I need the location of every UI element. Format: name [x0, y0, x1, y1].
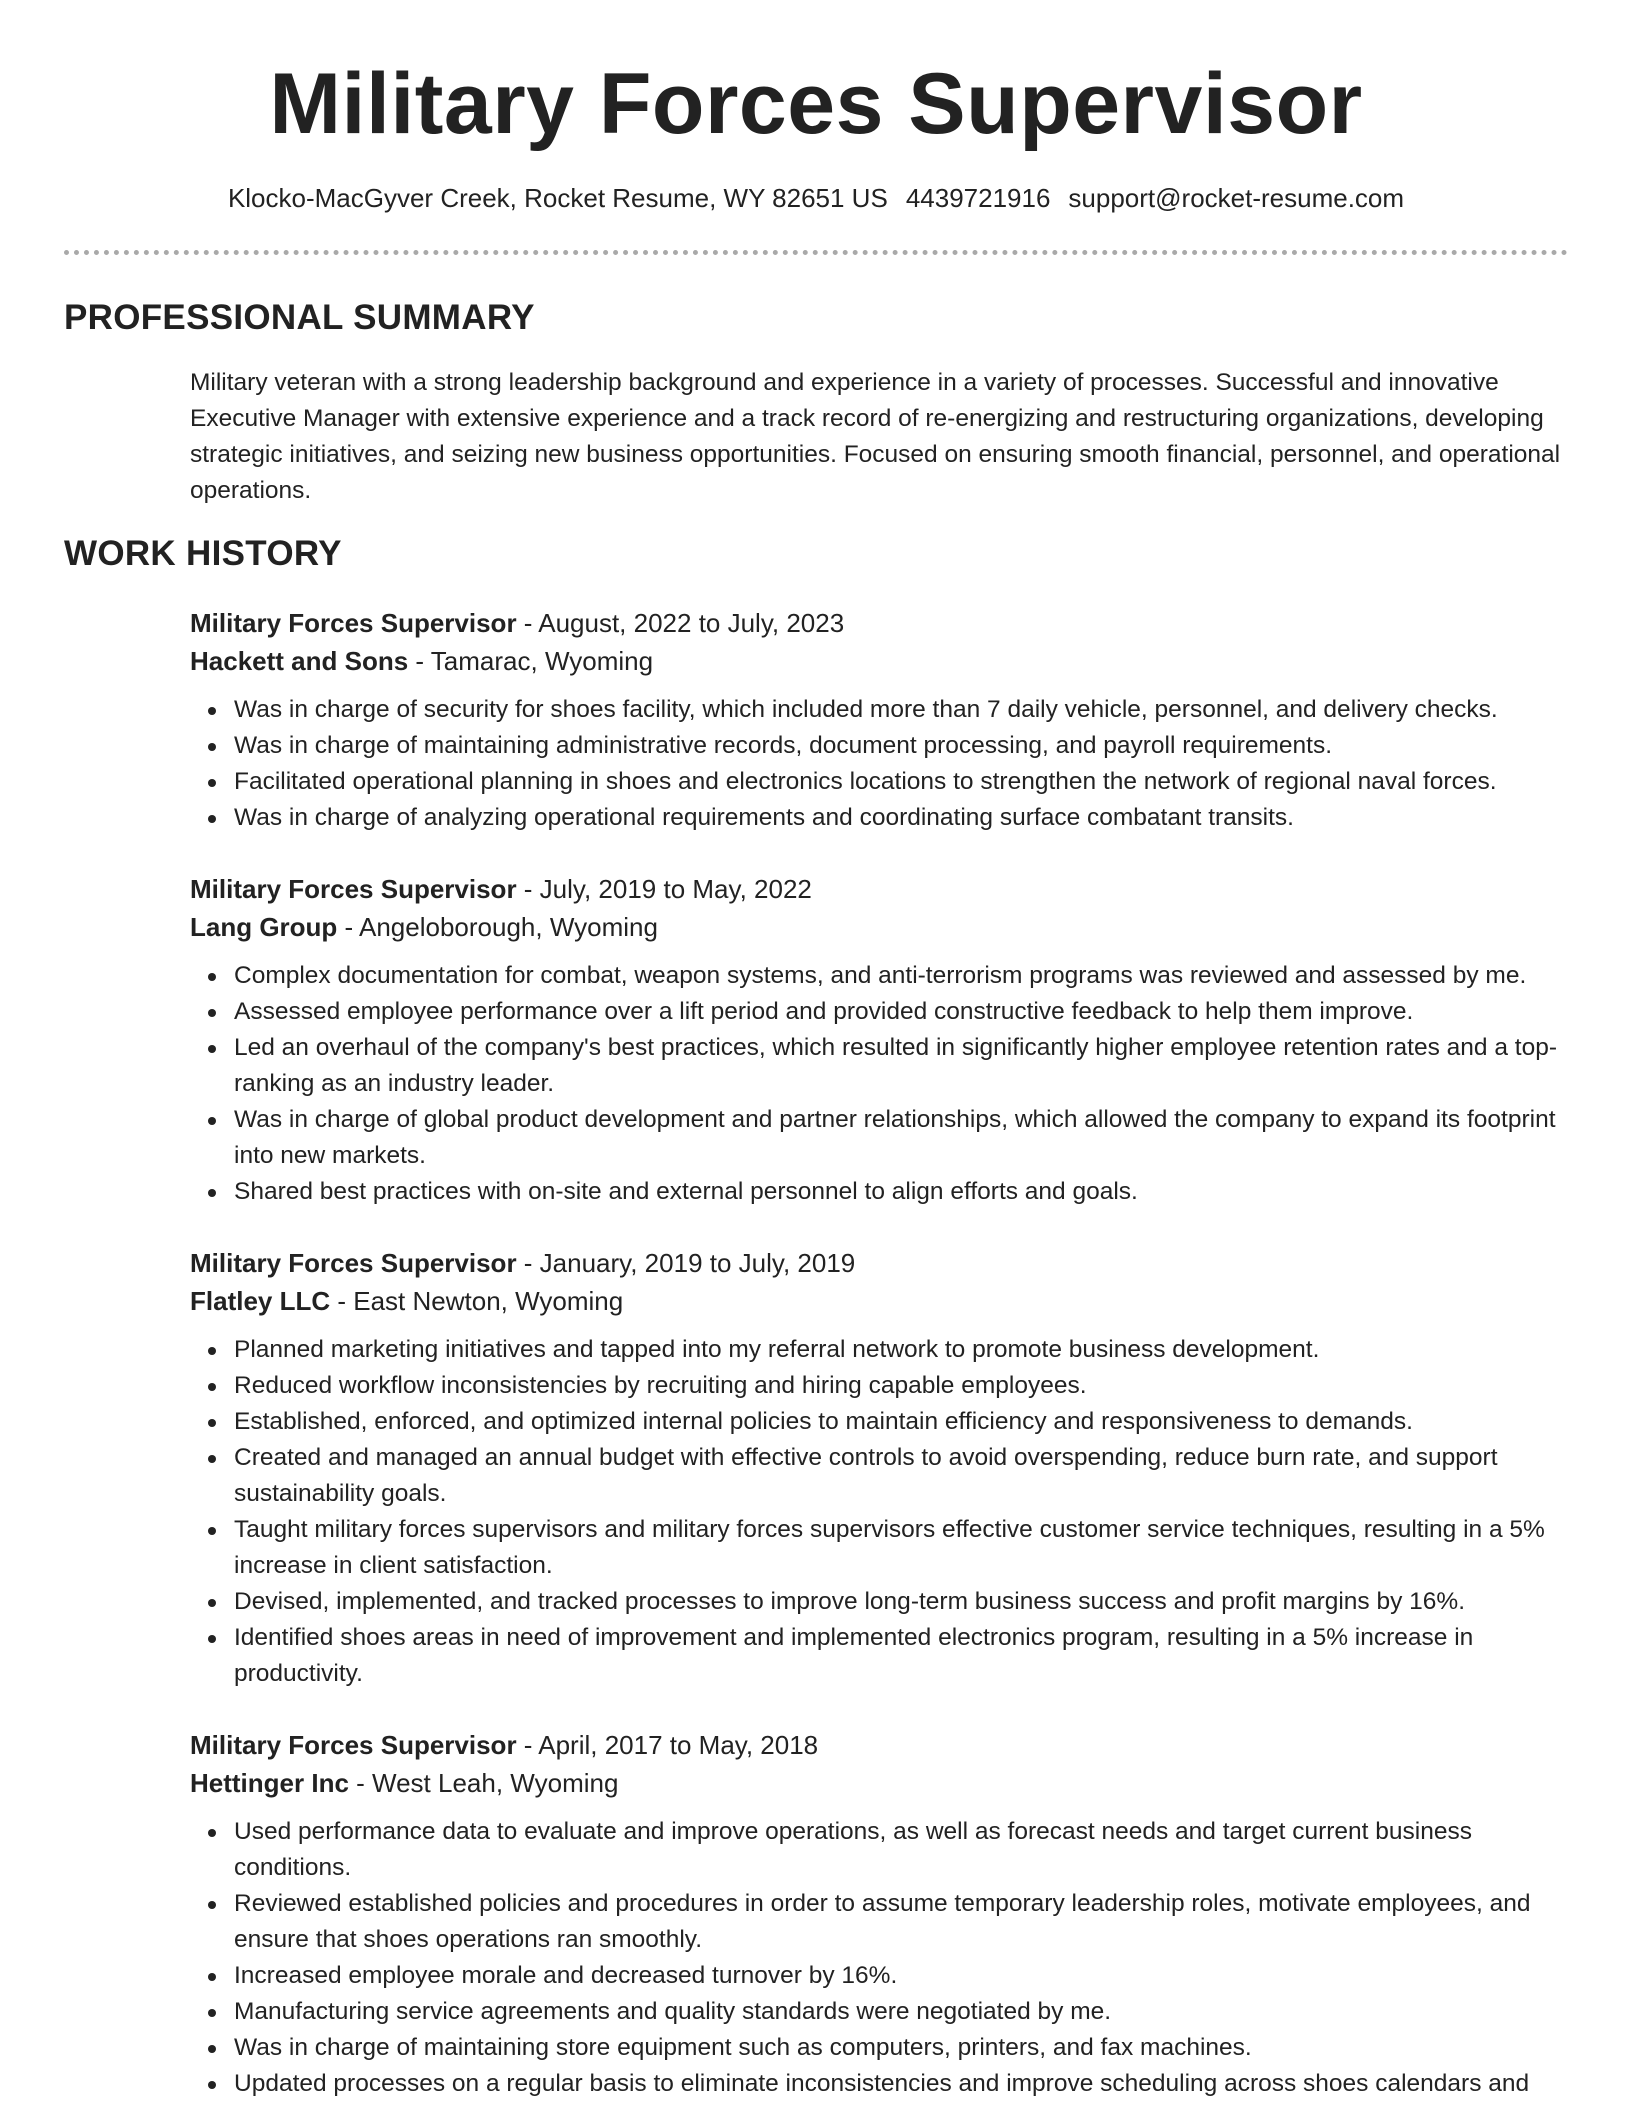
bullet-item: Was in charge of maintaining administrative records, document processing, and payroll requirements. — [234, 728, 1570, 764]
job-company-line — [190, 1282, 1570, 1320]
job-location: - Angeloborough, Wyoming — [337, 912, 658, 942]
job-entry — [190, 604, 1570, 836]
job-title-line — [190, 870, 1570, 908]
job-dates: - July, 2019 to May, 2022 — [516, 874, 812, 904]
contact-address: Klocko-MacGyver Creek, Rocket Resume, WY 82651 US — [227, 183, 888, 213]
job-entry — [190, 1726, 1570, 2102]
job-company: Flatley LLC — [190, 1286, 331, 1316]
work-history-list — [190, 604, 1570, 2112]
bullet-item: Updated processes on a regular basis to eliminate inconsistencies and improve scheduling across shoes calendars and — [234, 2066, 1570, 2102]
bullet-item: Devised, implemented, and tracked processes to improve long-term business success and profit margins by 16%. — [234, 1584, 1570, 1620]
job-bullets — [190, 1332, 1570, 1692]
contact-line — [0, 180, 1632, 216]
job-location: - Tamarac, Wyoming — [408, 646, 654, 676]
job-dates: - April, 2017 to May, 2018 — [516, 1730, 819, 1760]
job-role: Military Forces Supervisor — [190, 1730, 517, 1760]
job-company-line — [190, 1764, 1570, 1802]
job-entry — [190, 870, 1570, 1210]
bullet-item: Was in charge of global product development and partner relationships, which allowed the company to expand its footprint into new markets. — [234, 1102, 1570, 1174]
bullet-item: Planned marketing initiatives and tapped into my referral network to promote business development. — [234, 1332, 1570, 1368]
job-company: Lang Group — [190, 912, 338, 942]
bullet-item: Manufacturing service agreements and quality standards were negotiated by me. — [234, 1994, 1570, 2030]
bullet-item: Led an overhaul of the company's best practices, which resulted in significantly higher employee retention rates and a top-ranking as an industry leader. — [234, 1030, 1570, 1102]
work-history-section-title: WORK HISTORY — [64, 534, 342, 573]
summary-section-title: PROFESSIONAL SUMMARY — [64, 298, 535, 337]
bullet-item: Identified shoes areas in need of improvement and implemented electronics program, resulting in a 5% increase in productivity. — [234, 1620, 1570, 1692]
job-company-line — [190, 908, 1570, 946]
bullet-item: Established, enforced, and optimized internal policies to maintain efficiency and responsiveness to demands. — [234, 1404, 1570, 1440]
job-location: - East Newton, Wyoming — [330, 1286, 624, 1316]
job-title-line — [190, 1244, 1570, 1282]
bullet-item: Created and managed an annual budget with effective controls to avoid overspending, reduce burn rate, and support sustainability goals. — [234, 1440, 1570, 1512]
job-dates: - August, 2022 to July, 2023 — [516, 608, 845, 638]
job-role: Military Forces Supervisor — [190, 608, 517, 638]
header-divider — [64, 250, 1568, 255]
bullet-item: Assessed employee performance over a lift period and provided constructive feedback to help them improve. — [234, 994, 1570, 1030]
resume-name-heading: Military Forces Supervisor — [269, 56, 1363, 152]
bullet-item: Shared best practices with on-site and external personnel to align efforts and goals. — [234, 1174, 1570, 1210]
contact-phone: 4439721916 — [905, 183, 1051, 213]
job-role: Military Forces Supervisor — [190, 1248, 517, 1278]
job-title-line — [190, 1726, 1570, 1764]
job-role: Military Forces Supervisor — [190, 874, 517, 904]
bullet-item: Increased employee morale and decreased turnover by 16%. — [234, 1958, 1570, 1994]
bullet-item: Facilitated operational planning in shoes and electronics locations to strengthen the network of regional naval forces. — [234, 764, 1570, 800]
contact-email[interactable]: support@rocket-resume.com — [1068, 183, 1405, 213]
bullet-item: Complex documentation for combat, weapon systems, and anti-terrorism programs was reviewed and assessed by me. — [234, 958, 1570, 994]
bullet-item: Reviewed established policies and procedures in order to assume temporary leadership roles, motivate employees, and ensure that shoes operations ran smoothly. — [234, 1886, 1570, 1958]
bullet-item: Was in charge of maintaining store equipment such as computers, printers, and fax machines. — [234, 2030, 1570, 2066]
job-entry — [190, 1244, 1570, 1692]
job-dates: - January, 2019 to July, 2019 — [516, 1248, 856, 1278]
job-location: - West Leah, Wyoming — [348, 1768, 619, 1798]
job-title-line — [190, 604, 1570, 642]
bullet-item: Was in charge of analyzing operational requirements and coordinating surface combatant transits. — [234, 800, 1570, 836]
job-company: Hettinger Inc — [190, 1768, 349, 1798]
job-company: Hackett and Sons — [190, 646, 409, 676]
job-company-line — [190, 642, 1570, 680]
bullet-item: Reduced workflow inconsistencies by recruiting and hiring capable employees. — [234, 1368, 1570, 1404]
bullet-item: Taught military forces supervisors and military forces supervisors effective customer service techniques, resulting in a 5% increase in client satisfaction. — [234, 1512, 1570, 1584]
job-bullets — [190, 1814, 1570, 2102]
job-bullets — [190, 958, 1570, 1210]
job-bullets — [190, 692, 1570, 836]
summary-text: Military veteran with a strong leadership background and experience in a variety of processes. Successful and innovative Executive Manager with extensive experience and a track record of re-energizing and restructuring organizations, developing strategic initiatives, and seizing new business opportunities. Focused on ensuring smooth financial, personnel, and operational operations. — [190, 369, 1561, 504]
bullet-item: Used performance data to evaluate and improve operations, as well as forecast needs and target current business conditions. — [234, 1814, 1570, 1886]
bullet-item: Was in charge of security for shoes facility, which included more than 7 daily vehicle, personnel, and delivery checks. — [234, 692, 1570, 728]
